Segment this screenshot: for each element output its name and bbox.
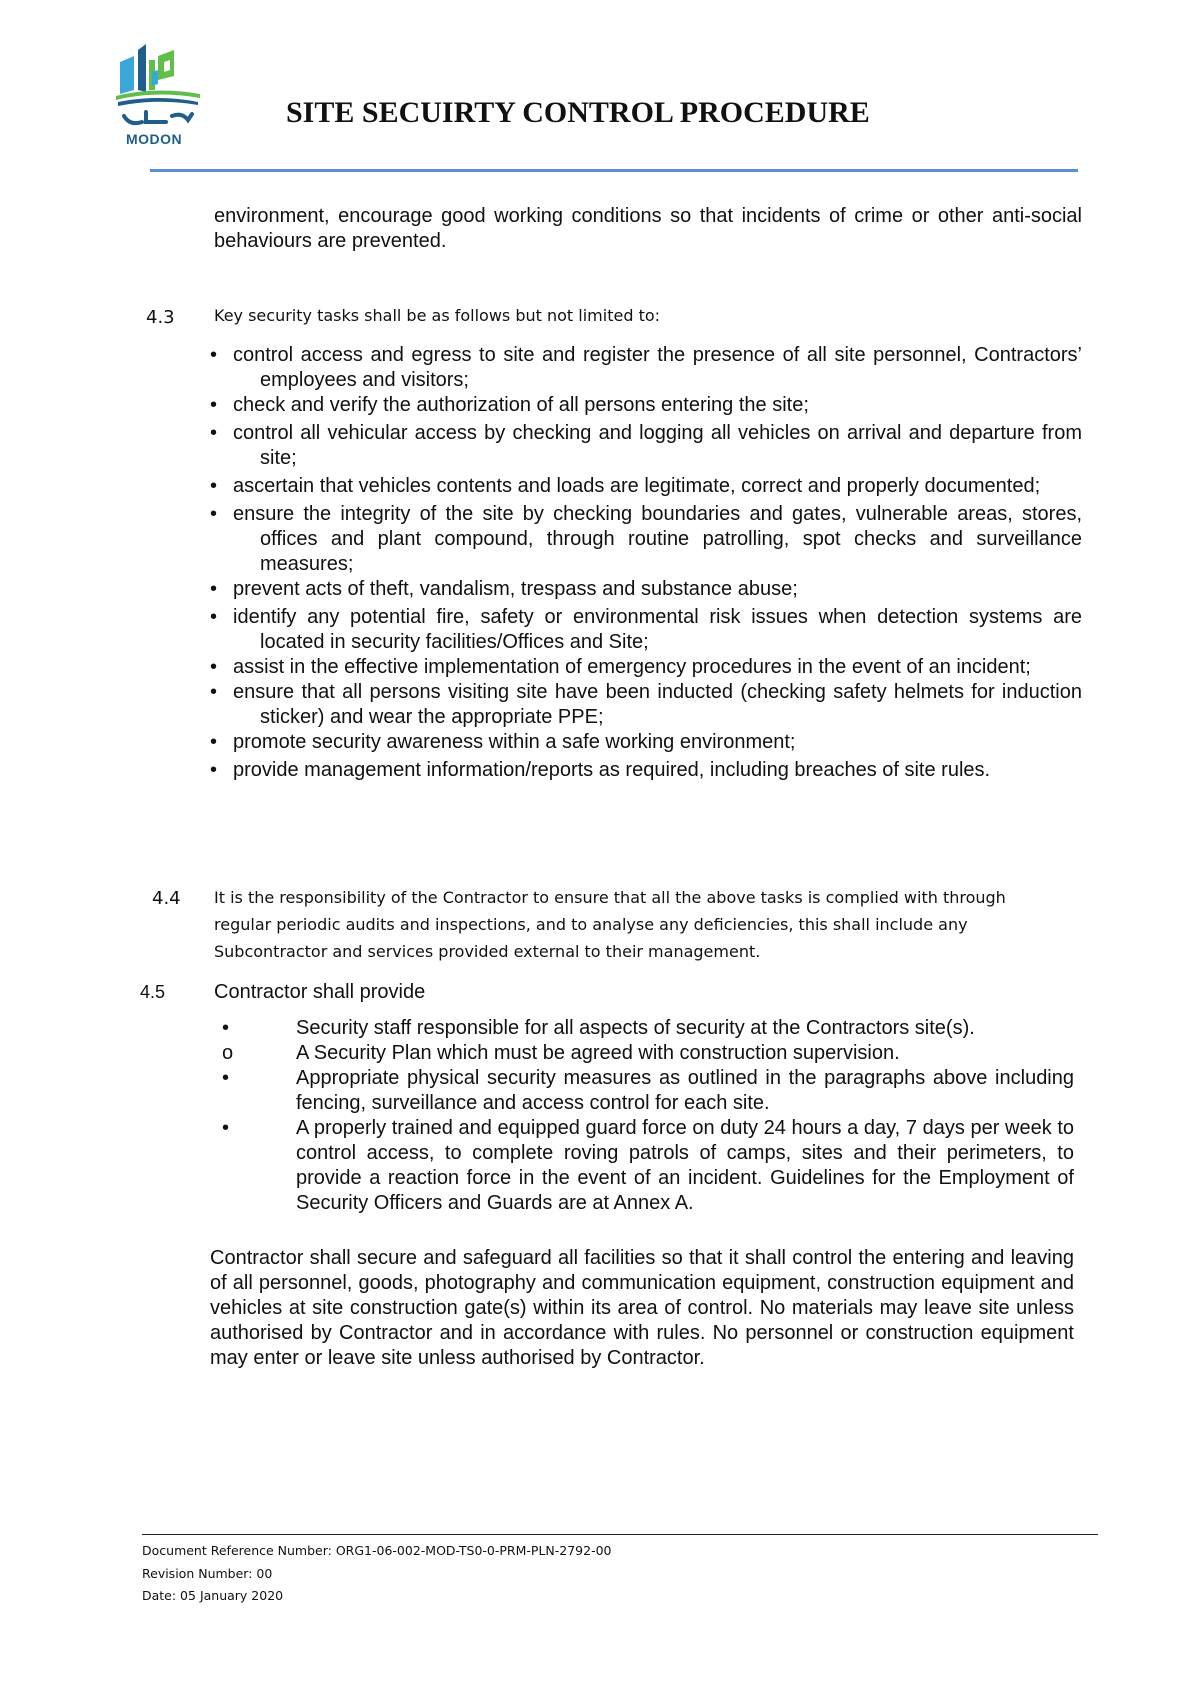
list-item: • provide management information/reports as required, including breaches of site rules.: [210, 759, 991, 781]
section-4-3-lead: Key security tasks shall be as follows but not limited to:: [214, 306, 661, 325]
section-number-4-4: 4.4: [152, 888, 181, 909]
document-date: Date: 05 January 2020: [142, 1588, 284, 1603]
key-security-tasks-list: [210, 343, 1082, 783]
intro-paragraph: environment, encourage good working conditions so that incidents of crime or other anti-social behaviours are prevented.: [214, 205, 1082, 252]
list-item: • control access and egress to site and register the presence of all site personnel, Contractors’ employees and visitors;: [210, 344, 1082, 391]
section-4-4-text: It is the responsibility of the Contractor to ensure that all the above tasks is complied with through regular periodic audits and inspections, and to analyse any deficiencies, this shall include any Subcontractor and services provided external to their management.: [214, 888, 1006, 961]
footer-divider: [142, 1534, 1098, 1535]
list-item: o A Security Plan which must be agreed with construction supervision.: [222, 1042, 900, 1064]
section-number-4-3: 4.3: [146, 307, 175, 328]
list-item: • control all vehicular access by checking and logging all vehicles on arrival and departure from site;: [210, 422, 1082, 469]
document-title: SITE SECUIRTY CONTROL PROCEDURE: [286, 96, 870, 129]
list-item: • assist in the effective implementation of emergency procedures in the event of an incident;: [210, 656, 1031, 678]
contractor-provisions-list: [222, 1016, 1074, 1216]
section-4-5-lead: Contractor shall provide: [214, 981, 426, 1003]
document-reference: Document Reference Number: ORG1-06-002-MOD-TS0-0-PRM-PLN-2792-00: [142, 1543, 612, 1558]
revision-number: Revision Number: 00: [142, 1566, 273, 1581]
list-item: • check and verify the authorization of all persons entering the site;: [210, 394, 809, 416]
list-item: • A properly trained and equipped guard force on duty 24 hours a day, 7 days per week to control access, to complete roving patrols of camps, sites and their perimeters, to provide a reaction force in the event of an incident. Guidelines for the Employment of Security Officers and Guards are at Annex A.: [222, 1117, 1074, 1214]
closing-paragraph: Contractor shall secure and safeguard all facilities so that it shall control the entering and leaving of all personnel, goods, photography and communication equipment, construction equipment and vehicles at site construction gate(s) within its area of control. No materials may leave site unless authorised by Contractor and in accordance with rules. No personnel or construction equipment may enter or leave site unless authorised by Contractor.: [210, 1247, 1074, 1369]
logo-wordmark: MODON: [126, 131, 183, 147]
list-item: • Appropriate physical security measures as outlined in the paragraphs above including fencing, surveillance and access control for each site.: [222, 1067, 1074, 1114]
list-item: • promote security awareness within a safe working environment;: [210, 731, 796, 753]
section-number-4-5: 4.5: [140, 982, 166, 1002]
list-item: • ensure that all persons visiting site have been inducted (checking safety helmets for induction sticker) and wear the appropriate PPE;: [210, 681, 1082, 728]
list-item: • ascertain that vehicles contents and loads are legitimate, correct and properly documented;: [210, 475, 1041, 497]
header-divider: [150, 169, 1078, 172]
list-item: • identify any potential fire, safety or environmental risk issues when detection systems are located in security facilities/Offices and Site;: [210, 606, 1082, 653]
list-item: • Security staff responsible for all aspects of security at the Contractors site(s).: [222, 1017, 975, 1039]
list-item: • ensure the integrity of the site by checking boundaries and gates, vulnerable areas, stores, offices and plant compound, through routine patrolling, spot checks and surveillance measures;: [210, 503, 1082, 575]
list-item: • prevent acts of theft, vandalism, trespass and substance abuse;: [210, 578, 798, 600]
